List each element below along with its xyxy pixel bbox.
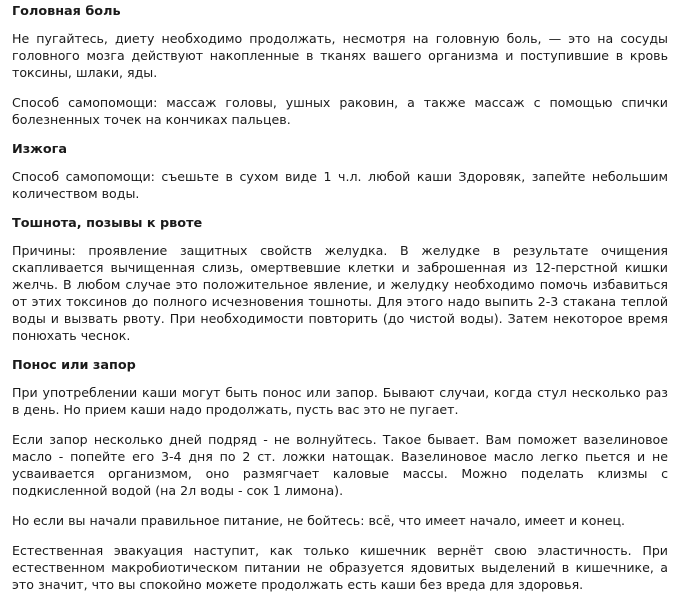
section-nausea	[12, 215, 668, 344]
paragraph: Но если вы начали правильное питание, не бойтесь: всё, что имеет начало, имеет и конец.	[12, 513, 626, 528]
paragraph: Причины: проявление защитных свойств желудка. В желудке в результате очищения скапливается вычищенная слизь, омертвевшие клетки и заброшенная из 12-перстной кишки желчь. В любом случае это положительное явление, и желудку необходимо помочь избавиться от этих токсинов до полного исчезновения тошноты. Для этого надо выпить 2-3 стакана теплой воды и вызвать рвоту. При необходимости повторить (до чистой воды). Затем некоторое время понюхать чеснок.	[12, 243, 668, 343]
section-heading: Понос или запор	[12, 358, 136, 373]
section-headache	[12, 3, 668, 128]
section-heading: Тошнота, позывы к рвоте	[12, 216, 203, 231]
section-heartburn	[12, 141, 668, 202]
section-diarrhea-constipation	[12, 357, 668, 593]
section-heading: Головная боль	[12, 4, 121, 19]
paragraph: Естественная эвакуация наступит, как только кишечник вернёт свою эластичность. При естественном макробиотическом питании не образуется ядовитых выделений в кишечнике, а это значит, что вы спокойно можете продолжать есть каши без вреда для здоровья.	[12, 543, 668, 592]
paragraph: Способ самопомощи: съешьте в сухом виде 1 ч.л. любой каши Здоровяк, запейте небольшим количеством воды.	[12, 169, 668, 201]
paragraph: Способ самопомощи: массаж головы, ушных раковин, а также массаж с помощью спички болезненных точек на кончиках пальцев.	[12, 95, 668, 127]
paragraph: Если запор несколько дней подряд - не волнуйтесь. Такое бывает. Вам поможет вазелиновое масло - попейте его 3-4 дня по 2 ст. ложки натощак. Вазелиновое масло легко пьется и не усваивается организмом, оно размягчает каловые массы. Можно поделать клизмы с подкисленной водой (на 2л воды - сок 1 лимона).	[12, 432, 668, 498]
paragraph: При употреблении каши могут быть понос или запор. Бывают случаи, когда стул несколько раз в день. Но прием каши надо продолжать, пусть вас это не пугает.	[12, 385, 668, 417]
paragraph: Не пугайтесь, диету необходимо продолжать, несмотря на головную боль, — это на сосуды головного мозга действуют накопленные в тканях вашего организма и поступившие в кровь токсины, шлаки, яды.	[12, 31, 668, 80]
section-heading: Изжога	[12, 142, 67, 157]
